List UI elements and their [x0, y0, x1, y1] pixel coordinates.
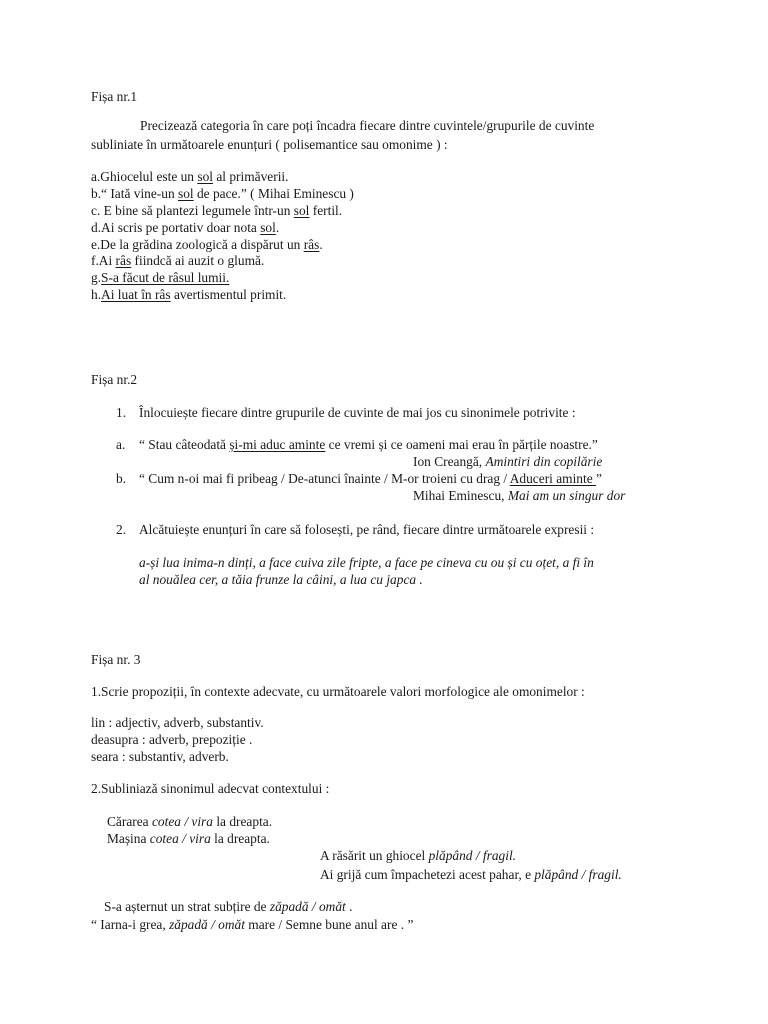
underlined-word: sol: [293, 203, 310, 218]
underlined-word: S-a făcut de râsul lumii.: [101, 270, 230, 285]
author: Mihai Eminescu,: [413, 488, 508, 503]
author: Ion Creangă,: [413, 454, 486, 469]
synonym-options: zăpadă / omăt: [169, 917, 245, 932]
item-text: g.: [91, 270, 102, 285]
sentence-text: la dreapta.: [210, 831, 270, 846]
underlined-phrase: Aduceri aminte: [509, 471, 597, 486]
fisa1-item-c: [91, 203, 342, 219]
item-text: a.Ghiocelul este un: [91, 169, 198, 184]
fisa2-b-quote: [139, 471, 602, 487]
fisa1-item-a: [91, 169, 288, 185]
item-text: .: [319, 237, 323, 252]
item-text: fertil.: [309, 203, 343, 218]
item-text: fiindcă ai auzit o glumă.: [131, 253, 265, 268]
quote-text: “ Stau câteodată: [139, 437, 230, 452]
fisa2-b-source: [413, 488, 625, 504]
synonym-options: plăpând / fragil.: [428, 848, 517, 863]
sentence-text: Mașina: [107, 831, 150, 846]
fisa3-word-lin: lin : adjectiv, adverb, substantiv.: [91, 715, 264, 730]
fisa2-a-label: a.: [116, 437, 126, 452]
fisa2-a-source: [413, 454, 602, 470]
sentence-text: “ Iarna-i grea,: [91, 917, 170, 932]
fisa3-word-deasupra: deasupra : adverb, prepoziție .: [91, 732, 253, 747]
fisa3-sentence-3: [320, 848, 516, 864]
quote-text: “ Cum n-oi mai fi pribeag / De-atunci înainte / M-or troieni cu drag /: [139, 471, 510, 486]
fisa3-sentence-1: [107, 814, 272, 830]
sentence-text: A răsărit un ghiocel: [320, 848, 429, 863]
underlined-word: râs: [303, 237, 320, 252]
fisa1-item-h: [91, 287, 286, 303]
item-text: de pace.” ( Mihai Eminescu ): [193, 186, 354, 201]
sentence-text: .: [345, 899, 353, 914]
item-text: c. E bine să plantezi legumele într-un: [91, 203, 294, 218]
sentence-text: Ai grijă cum împachetezi acest pahar, e: [320, 867, 535, 882]
work-title: Mai am un singur dor: [507, 488, 626, 503]
item-text: d.Ai scris pe portativ doar nota: [91, 220, 261, 235]
fisa3-word-seara: seara : substantiv, adverb.: [91, 749, 229, 764]
fisa1-item-e: [91, 237, 323, 253]
fisa3-title: Fișa nr. 3: [91, 652, 141, 667]
fisa1-title: Fișa nr.1: [91, 89, 138, 104]
item-text: .: [275, 220, 280, 235]
underlined-word: Ai luat în râs: [101, 287, 171, 302]
fisa2-b-label: b.: [116, 471, 127, 486]
fisa3-sentence-4: [320, 867, 622, 883]
fisa1-item-d: [91, 220, 279, 236]
fisa1-item-g: [91, 270, 229, 286]
fisa1-item-b: [91, 186, 354, 202]
fisa1-instruction-line2: subliniate în următoarele enunțuri ( polisemantice sau omonime ) :: [91, 137, 448, 152]
synonym-options: plăpând / fragil.: [534, 867, 622, 882]
synonym-options: cotea / vira: [149, 831, 211, 846]
synonym-options: zăpadă / omăt: [269, 899, 346, 914]
fisa3-sentence-2: [107, 831, 270, 847]
sentence-text: S-a așternut un strat subțire de: [104, 899, 270, 914]
sentence-text: Cărarea: [107, 814, 152, 829]
item-text: e.De la grădina zoologică a dispărut un: [91, 237, 304, 252]
sentence-text: la dreapta.: [212, 814, 273, 829]
fisa1-instruction-line1: Precizează categoria în care poți încadra fiecare dintre cuvintele/grupurile de cuvinte: [140, 118, 595, 133]
work-title: Amintiri din copilărie: [485, 454, 603, 469]
underlined-phrase: și-mi aduc aminte: [229, 437, 326, 452]
fisa2-title: Fișa nr.2: [91, 372, 138, 387]
fisa3-sentence-6: [91, 917, 413, 933]
fisa2-q1-number: 1.: [116, 405, 127, 420]
fisa2-q2-text: Alcătuiește enunțuri în care să folosești, pe rând, fiecare dintre următoarele expresii :: [139, 522, 595, 537]
item-text: al primăverii.: [213, 169, 289, 184]
fisa2-q1-text: Înlocuiește fiecare dintre grupurile de cuvinte de mai jos cu sinonimele potrivite :: [139, 405, 576, 420]
sentence-text: mare / Semne bune anul are . ”: [244, 917, 414, 932]
underlined-word: sol: [197, 169, 213, 184]
underlined-word: sol: [178, 186, 194, 201]
item-text: h.: [91, 287, 102, 302]
fisa1-item-f: [91, 253, 264, 269]
quote-text: ce vremi și ce oameni mai erau în părțile noastre.”: [325, 437, 598, 452]
underlined-word: râs: [115, 253, 132, 268]
item-text: b.“ Iată vine-un: [91, 186, 178, 201]
fisa3-q2: 2.Subliniază sinonimul adecvat contextului :: [91, 781, 330, 796]
item-text: avertismentul primit.: [170, 287, 287, 302]
fisa3-q1: 1.Scrie propoziții, în contexte adecvate, cu următoarele valori morfologice ale omonimelor :: [91, 684, 585, 699]
fisa2-expressions-line2: al nouălea cer, a tăia frunze la câini, a lua cu japca .: [139, 572, 423, 587]
underlined-word: sol: [260, 220, 276, 235]
synonym-options: cotea / vira: [151, 814, 213, 829]
fisa2-a-quote: [139, 437, 598, 453]
item-text: f.Ai: [91, 253, 116, 268]
fisa2-expressions-line1: a-și lua inima-n dinți, a face cuiva zile fripte, a face pe cineva cu ou și cu oțet, a fi în: [139, 555, 594, 570]
quote-text: ”: [596, 471, 602, 486]
fisa3-sentence-5: [104, 899, 352, 915]
fisa2-q2-number: 2.: [116, 522, 127, 537]
